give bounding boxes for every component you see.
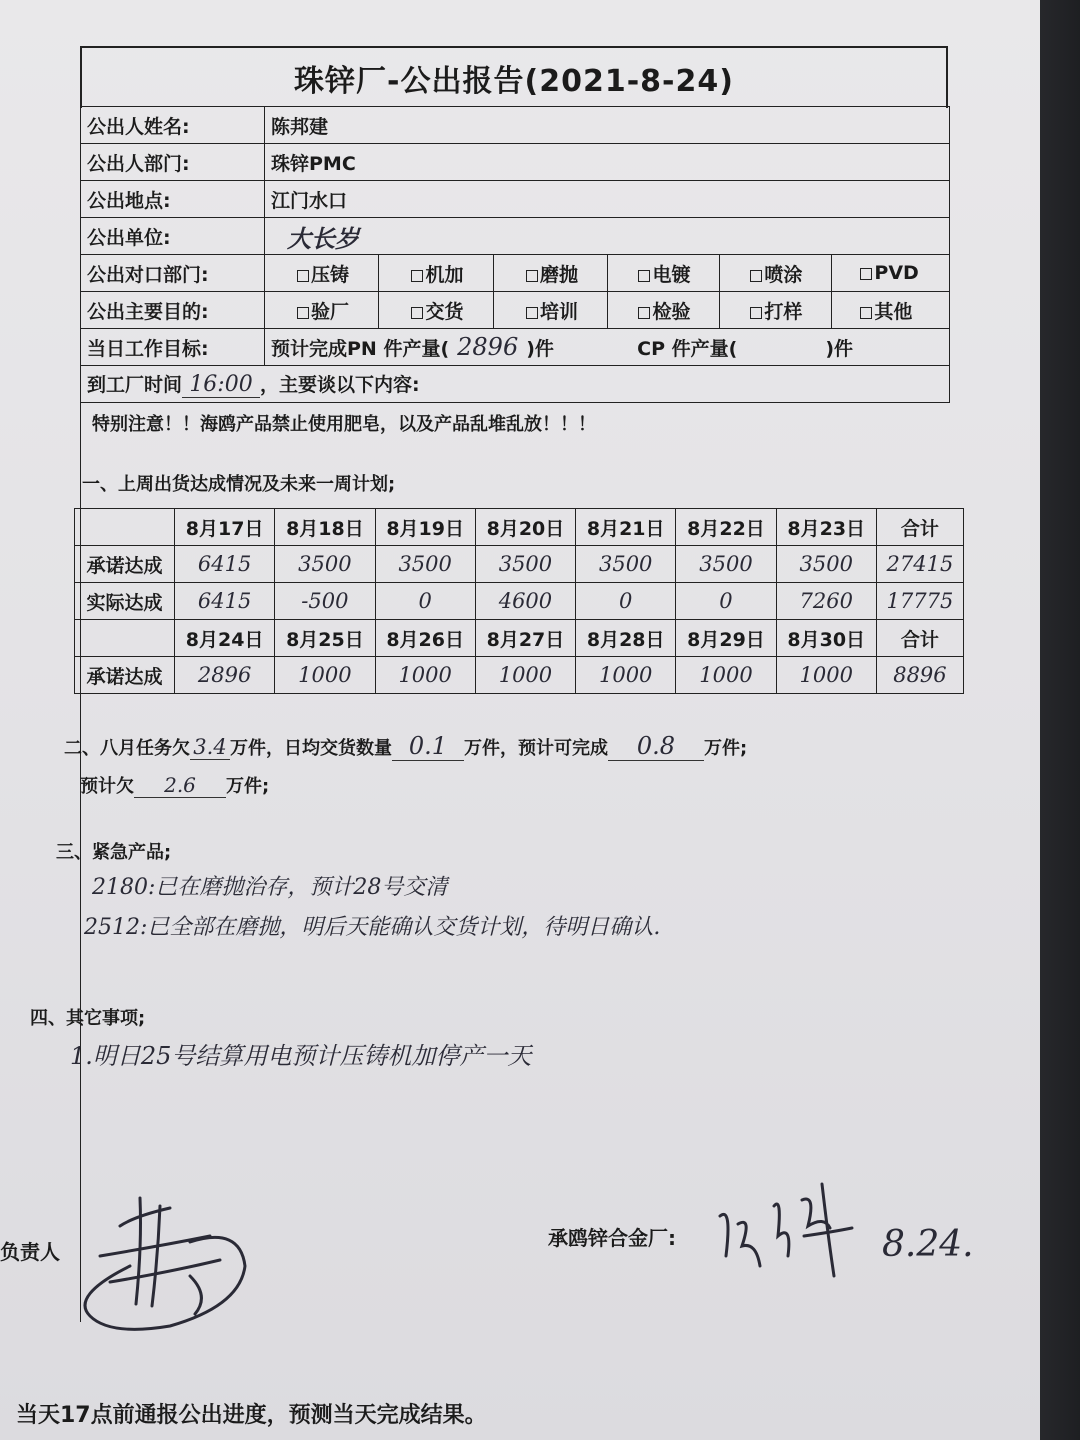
counter-option-4: 喷涂 bbox=[720, 255, 832, 292]
counterpart-label: 公出对口部门: bbox=[81, 255, 265, 292]
expected-value: 0.8 bbox=[608, 732, 704, 761]
info-table bbox=[80, 106, 950, 403]
checkbox-icon bbox=[526, 307, 538, 319]
signature-right bbox=[712, 1176, 872, 1286]
checkbox-icon bbox=[860, 268, 872, 280]
week1-actual-row bbox=[75, 583, 964, 620]
total-cell: 27415 bbox=[876, 546, 963, 583]
value-cell: 3500 bbox=[475, 546, 575, 583]
week1-date-row bbox=[75, 509, 964, 546]
value-cell: 1000 bbox=[676, 657, 776, 694]
row-label-promise: 承诺达成 bbox=[75, 657, 175, 694]
info-row-arrival bbox=[81, 366, 950, 403]
checkbox-icon bbox=[526, 270, 538, 282]
goal-value: 预计完成PN 件产量( 2896 )件 CP 件产量( )件 bbox=[265, 329, 950, 366]
value-cell: 1000 bbox=[375, 657, 475, 694]
value-cell: 3500 bbox=[576, 546, 676, 583]
purpose-option-5: 其他 bbox=[832, 292, 950, 329]
value-cell: 7260 bbox=[776, 583, 876, 620]
footer-note: 当天17点前通报公出进度，预测当天完成结果。 bbox=[16, 1403, 487, 1428]
signature-left bbox=[40, 1186, 260, 1346]
total-cell: 17775 bbox=[876, 583, 963, 620]
info-row-purpose bbox=[81, 292, 950, 329]
sign-left-label: 负责人 bbox=[0, 1240, 60, 1264]
checkbox-icon bbox=[638, 307, 650, 319]
counter-option-0: 压铸 bbox=[265, 255, 379, 292]
counter-option-5: PVD bbox=[832, 255, 950, 292]
section4-title: 四、其它事项; bbox=[30, 1008, 146, 1029]
sign-right-label: 承鸥锌合金厂: bbox=[548, 1226, 676, 1250]
report-title: 珠锌厂-公出报告(2021-8-24) bbox=[80, 46, 948, 108]
date-cell: 8月26日 bbox=[375, 620, 475, 657]
date-cell: 8月24日 bbox=[175, 620, 275, 657]
dept-value: 珠锌PMC bbox=[265, 144, 950, 181]
checkbox-icon bbox=[411, 307, 423, 319]
info-row-goal bbox=[81, 329, 950, 366]
remaining-value: 2.6 bbox=[134, 773, 226, 798]
daily-value: 0.1 bbox=[392, 732, 464, 761]
checkbox-icon bbox=[750, 270, 762, 282]
section3-title: 三、紧急产品; bbox=[56, 842, 172, 863]
checkbox-icon bbox=[297, 270, 309, 282]
date-cell: 8月20日 bbox=[475, 509, 575, 546]
info-row-place bbox=[81, 181, 950, 218]
purpose-option-4: 打样 bbox=[720, 292, 832, 329]
corner-cell bbox=[75, 620, 175, 657]
date-cell: 8月17日 bbox=[175, 509, 275, 546]
value-cell: 1000 bbox=[776, 657, 876, 694]
row-label-promise: 承诺达成 bbox=[75, 546, 175, 583]
date-cell: 8月18日 bbox=[275, 509, 375, 546]
name-value: 陈邦建 bbox=[265, 107, 950, 144]
unit-value-handwritten: 大长岁 bbox=[265, 218, 950, 255]
row-label-actual: 实际达成 bbox=[75, 583, 175, 620]
purpose-option-2: 培训 bbox=[493, 292, 607, 329]
owed-value: 3.4 bbox=[190, 735, 230, 760]
date-cell: 8月30日 bbox=[776, 620, 876, 657]
week1-promise-row bbox=[75, 546, 964, 583]
total-cell: 8896 bbox=[876, 657, 963, 694]
checkbox-icon bbox=[750, 307, 762, 319]
shipment-table bbox=[74, 508, 964, 694]
corner-cell bbox=[75, 509, 175, 546]
name-label: 公出人姓名: bbox=[81, 107, 265, 144]
total-header-cell: 合计 bbox=[876, 509, 963, 546]
value-cell: 0 bbox=[375, 583, 475, 620]
counter-option-2: 磨抛 bbox=[493, 255, 607, 292]
counter-option-1: 机加 bbox=[379, 255, 493, 292]
date-cell: 8月23日 bbox=[776, 509, 876, 546]
value-cell: 3500 bbox=[275, 546, 375, 583]
date-cell: 8月29日 bbox=[676, 620, 776, 657]
counter-option-3: 电镀 bbox=[608, 255, 720, 292]
value-cell: 0 bbox=[576, 583, 676, 620]
info-row-dept bbox=[81, 144, 950, 181]
info-row-unit bbox=[81, 218, 950, 255]
dept-label: 公出人部门: bbox=[81, 144, 265, 181]
checkbox-icon bbox=[638, 270, 650, 282]
value-cell: 3500 bbox=[676, 546, 776, 583]
goal-label: 当日工作目标: bbox=[81, 329, 265, 366]
value-cell: 6415 bbox=[175, 583, 275, 620]
value-cell: 3500 bbox=[375, 546, 475, 583]
value-cell: 4600 bbox=[475, 583, 575, 620]
purpose-option-0: 验厂 bbox=[265, 292, 379, 329]
special-notice: 特别注意！！海鸥产品禁止使用肥皂，以及产品乱堆乱放！！！ bbox=[92, 414, 596, 435]
section2-line1: 二、八月任务欠 3.4 万件，日均交货数量 0.1 万件，预计可完成 0.8 万件; bbox=[64, 732, 748, 760]
date-cell: 8月21日 bbox=[576, 509, 676, 546]
info-row-counterpart bbox=[81, 255, 950, 292]
date-cell: 8月19日 bbox=[375, 509, 475, 546]
checkbox-icon bbox=[297, 307, 309, 319]
value-cell: 3500 bbox=[776, 546, 876, 583]
value-cell: -500 bbox=[275, 583, 375, 620]
date-cell: 8月27日 bbox=[475, 620, 575, 657]
arrival-time: 16:00 bbox=[182, 372, 260, 398]
value-cell: 1000 bbox=[475, 657, 575, 694]
place-label: 公出地点: bbox=[81, 181, 265, 218]
purpose-label: 公出主要目的: bbox=[81, 292, 265, 329]
urgent-line-2: 2512:已全部在磨抛，明后天能确认交货计划，待明日确认. bbox=[84, 915, 661, 940]
purpose-option-3: 检验 bbox=[608, 292, 720, 329]
arrival-line: 到工厂时间 16:00 ，主要谈以下内容: bbox=[81, 366, 950, 403]
purpose-option-1: 交货 bbox=[379, 292, 493, 329]
value-cell: 6415 bbox=[175, 546, 275, 583]
week2-date-row bbox=[75, 620, 964, 657]
unit-label: 公出单位: bbox=[81, 218, 265, 255]
value-cell: 1000 bbox=[576, 657, 676, 694]
total-header-cell: 合计 bbox=[876, 620, 963, 657]
section1-title: 一、上周出货达成情况及未来一周计划; bbox=[82, 474, 396, 495]
date-cell: 8月28日 bbox=[576, 620, 676, 657]
value-cell: 2896 bbox=[175, 657, 275, 694]
checkbox-icon bbox=[411, 270, 423, 282]
date-cell: 8月22日 bbox=[676, 509, 776, 546]
other-line-1: 1.明日25号结算用电预计压铸机加停产一天 bbox=[70, 1042, 532, 1070]
sign-date: 8.24. bbox=[882, 1224, 974, 1265]
goal-pn-value: 2896 bbox=[457, 333, 519, 361]
date-cell: 8月25日 bbox=[275, 620, 375, 657]
info-row-name bbox=[81, 107, 950, 144]
value-cell: 1000 bbox=[275, 657, 375, 694]
week2-promise-row bbox=[75, 657, 964, 694]
urgent-line-1: 2180:已在磨抛治存，预计28号交清 bbox=[92, 875, 448, 900]
value-cell: 0 bbox=[676, 583, 776, 620]
checkbox-icon bbox=[860, 307, 872, 319]
place-value: 江门水口 bbox=[265, 181, 950, 218]
section2-line2: 预计欠 2.6 万件; bbox=[80, 773, 270, 797]
